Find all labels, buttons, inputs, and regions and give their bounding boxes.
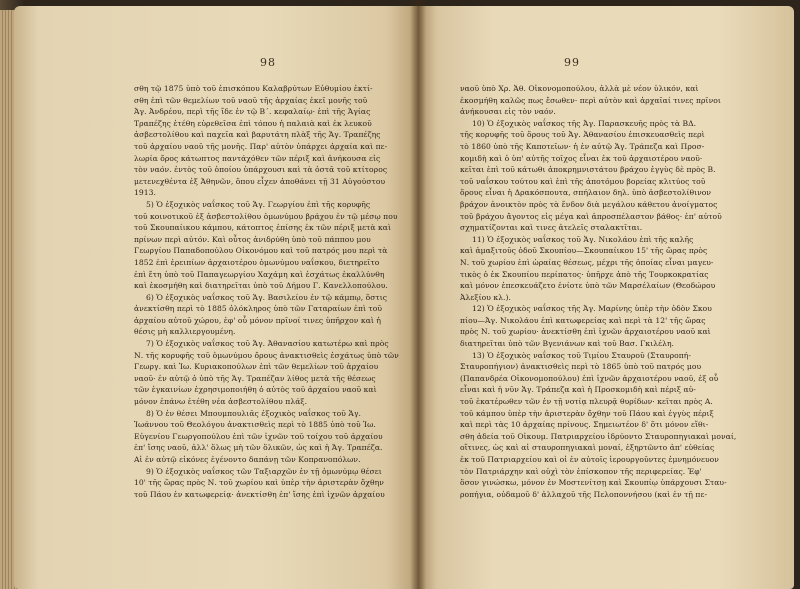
text-line: τὸν ναόν. ἐντὸς τοῦ ὁποίου ὑπάρχουσι καὶ τὰ ὀστᾶ τοῦ κτίτορος — [134, 165, 388, 175]
text-line: Ἁγ. Ἀνδρέου, περὶ τῆς ἴδε ἐν τῷ Β΄. κεφαλαίῳ· ἐπὶ τῆς Ἁγίας — [134, 107, 371, 117]
page-number-right: 99 — [564, 56, 580, 69]
text-line: εἶναι καὶ ἡ νῦν Ἁγ. Τράπεζα καὶ ἡ Προσκομιδὴ καὶ πέριξ αὐ- — [460, 385, 696, 395]
text-line: σθη ἀδεία τοῦ Οἰκουμ. Πατριαρχείου ἱδρύοντο Σταυροπηγιακαὶ μοναί, — [460, 431, 737, 441]
text-line: τῆς κορυφῆς τοῦ ὄρους τοῦ Ἁγ. Ἀθανασίου ἐπισκευασθεὶς περὶ — [460, 130, 705, 140]
text-line: τοῦ κάμπου ὑπὲρ τὴν ἀριστερὰν ὄχθην τοῦ Πάου καὶ ἐγγὺς πέριξ — [460, 408, 714, 418]
page-number-left: 98 — [260, 56, 276, 69]
text-line: πρίνων περὶ αὐτόν. Καὶ οὗτος ἀνιδρύθη ὑπὸ τοῦ πάππου μου — [134, 234, 371, 244]
text-line: τῶν ἐγκαινίων ἐχρησιμοποιήθη ὁ αὐτὸς τοῦ ἀρχαίου ναοῦ καὶ — [134, 385, 377, 395]
text-line: 5) Ὁ ἐξοχικὸς ναΐσκος τοῦ Ἁγ. Γεωργίου ἐπὶ τῆς κορυφῆς — [146, 199, 371, 209]
text-line: τοῦ κοινοτικοῦ ἐξ ἀσβεστολίθου ὁμωνύμου βράχου ἐν τῷ μέσῳ που — [134, 211, 398, 221]
text-line: μετενεχθέντα ἐξ Ἀθηνῶν, ὅπου εἶχεν ἀποθάνει τῇ 31 Αὐγούστου — [134, 176, 386, 186]
text-line: 13) Ὁ ἐξοχικὸς ναΐσκος τοῦ Τιμίου Σταυροῦ (Σταυροπή- — [472, 350, 692, 360]
text-line: Τραπέζης ἐτέθη εὑρεθεῖσα ἐπὶ τόπου ἡ παλαιὰ καὶ ἐκ λευκοῦ — [134, 118, 372, 128]
text-line: 10' τῆς ὥρας πρὸς Ν. τοῦ χωρίου καὶ ὑπὲρ τὴν ἀριστερὰν ὄχθην — [134, 478, 384, 488]
text-line: καὶ ἐκοσμήθη καὶ διατηρεῖται ὑπὸ τοῦ Δήμου Γ. Κανελλοπούλου. — [134, 281, 388, 291]
text-line: θέσις μὴ καλλιεργουμένη. — [134, 327, 236, 337]
left-page-text — [134, 83, 402, 500]
text-line: ναοῦ· ἐν αὐτῷ ὁ ὑπὸ τῆς Ἁγ. Τραπέζαν λίθος μετὰ τῆς θέσεως — [134, 373, 376, 383]
text-line: 11) Ὁ ἐξοχικὸς ναΐσκος τοῦ Ἁγ. Νικολάου ἐπὶ τῆς καλῆς — [472, 234, 694, 244]
text-line: βράχον ἀνοικτὸν πρὸς τὰ ἔνδον διὰ μεγάλου κάθετου ἀνοίγματος — [460, 199, 718, 209]
text-line: Ἀλεξίου κλ.). — [460, 292, 511, 302]
text-line: (Παπανδρέα Οἰκονομοπούλου) ἐπὶ ἰχνῶν ἀρχαιοτέρου ναοῦ, ἐξ οὗ — [460, 373, 719, 383]
right-page — [418, 6, 794, 589]
text-line: Ν. τοῦ χωρίου ἐπὶ ὡραίας θέσεως, μέχρι τῆς ὁποίας εἶναι μαγευ- — [460, 257, 714, 267]
text-line: Εὐγενίου Γεωργοπούλου ἐπὶ τῶν ἰχνῶν τοῦ τοίχου τοῦ ἀρχαίου — [134, 431, 383, 441]
text-line: Ν. τῆς κορυφῆς τοῦ ὁμωνύμου ὄρους ἀνακτισθεὶς ἐσχάτως ὑπὸ τῶν — [134, 350, 399, 360]
text-line: 1852 ἐπὶ ἐρειπίων ἀρχαιοτέρου ὁμωνύμου ναΐσκου, διετηρεῖτο — [134, 257, 380, 267]
text-line: διατηρεῖται ὑπὸ τῶν Βγενιάνων καὶ τοῦ Βασ. Γκιλέλη. — [460, 339, 675, 349]
text-line: Γεωργίου Παπαδοπούλου Οἰκονόμου καὶ τοῦ πατρός μου περὶ τὰ — [134, 246, 388, 256]
text-line: τοῦ βράχου ἄγοντος εἰς μέγα καὶ ἀπροσπέλαστον βάθος· ἐπ' αὐτοῦ — [460, 211, 722, 221]
text-line: σχηματίζονται καὶ τινες ἀτελεῖς σταλακτῖται. — [460, 223, 643, 233]
text-line: 9) Ὁ ἐξοχικὸς ναΐσκος τῶν Ταξιαρχῶν ἐν τῇ ὁμωνύμῳ θέσει — [146, 466, 382, 476]
text-line: μόνον ἐπάνω ἐτέθη νέα ἀσβεστολίθου πλάξ. — [134, 397, 308, 407]
text-line: σθη ἐπὶ τῶν θεμελίων τοῦ ναοῦ τῆς ἀρχαίας ἐκεῖ μονῆς τοῦ — [134, 95, 368, 105]
text-line: 10) Ὁ ἐξοχικὸς ναΐσκος τῆς Ἁγ. Παρασκευῆς πρὸς τὰ ΒΔ. — [472, 118, 697, 128]
text-line: τοῦ ναΐσκου τούτου καὶ ἐπὶ τῆς ἀποτόμου βορείας κλιτύος τοῦ — [460, 176, 706, 186]
text-line: καὶ μόνον ἐπεσκευάζετο ἐνίοτε ὑπὸ τῶν Μαρσέλαίων (Θεοδώρου — [460, 281, 716, 291]
text-line: τὸ 1860 ὑπὸ τῆς Καποτεῖων· ἡ ἐν αὐτῷ Ἁγ. Τράπεζα καὶ Προσ- — [460, 141, 705, 151]
text-line: τικὸς ὁ ἐκ Σκουπίου περίπατος· ὑπῆρχε ἀπὸ τῆς Τουρκοκρατίας — [460, 269, 709, 279]
text-line: τὸν Πατριάρχην καὶ οὐχὶ τὸν ἐπίσκοπον τῆς περιφερείας. Ἐφ' — [460, 466, 702, 476]
text-line: ἐκ τοῦ Πατριαρχείου καὶ οἱ ἐν αὐτοῖς ἱερουργοῦντες ἐμνημόνευον — [460, 455, 719, 464]
text-line: 7) Ὁ ἐξοχικὸς ναΐσκος τοῦ Ἁγ. Ἀθανασίου κατωτέρω καὶ πρὸς — [146, 339, 389, 349]
text-line: Γεωργ. καὶ Ἰω. Κυριακοπούλων ἐπὶ τῶν θεμελίων τοῦ ἀρχαίου — [134, 362, 379, 372]
right-page-text — [460, 83, 756, 500]
text-line: 8) Ὁ ἐν θέσει Μπουμπουλιᾶς ἐξοχικὸς ναΐσκος τοῦ Ἁγ. — [146, 408, 361, 418]
text-line: πίου—Ἁγ. Νικολάου ἐπὶ κατωφερείας καὶ περὶ τὰ 12' τῆς ὥρας — [460, 315, 706, 325]
text-line: Αἱ ἐν αὐτῷ εἰκόνες ἐγένοντο δαπάνῃ τῶν Κοπρανοπόλων. — [134, 455, 361, 464]
text-line: 12) Ὁ ἐξοχικὸς ναΐσκος τῆς Ἁγ. Μαρίνης ὑπὲρ τὴν ὁδὸν Σκου — [472, 304, 712, 314]
text-line: καὶ περὶ τὰς 10 ἀρχαίας πρίνους. Σημειωτέον δ' ὅτι μόνον εἴθι- — [460, 420, 709, 430]
text-line: ἀνεκτίσθη περὶ τὸ 1885 ὁλόκληρος ὑπὸ τῶν Γαταραίων ἐπὶ τοῦ — [134, 304, 383, 314]
text-line: κομιδὴ καὶ ὁ ὑπ' αὐτῆς τοῖχος εἶναι ἐκ τοῦ ἀρχαιοτέρου ναοῦ· — [460, 153, 703, 163]
text-line: 1913. — [134, 188, 156, 198]
left-page — [14, 6, 418, 589]
text-line: ὄρους εἶναι ἡ Δρακόσπουτα, σπήλαιον δηλ. ὑπὸ ἀσβεστολίθινον — [460, 188, 712, 198]
text-line: τοῦ ἀρχαίου ναοῦ τῆς μονῆς. Παρ' αὐτὸν ὑπάρχει ἀρχαία καὶ πε- — [134, 141, 388, 151]
text-line: οἵτινες, ὡς καὶ αἱ σταυροπηγιακαὶ μοναί, ἐξηρτῶντο ἀπ' εὐθείας — [460, 443, 715, 453]
text-line: ὅσον γινώσκω, μόνον ἐν Μοστενίτσῃ καὶ Σκουπίῳ ὑπάρχουσι Σταυ- — [460, 478, 727, 488]
text-line: σθη τῷ 1875 ὑπὸ τοῦ ἐπισκόπου Καλαβρύτων Εὐθυμίου ἐκτί- — [134, 84, 373, 93]
text-line: ἀνήκουσαι εἰς τὸν ναόν. — [460, 107, 556, 117]
text-line: Ἰωάννου τοῦ Θεολόγου ἀνακτισθεὶς περὶ τὸ 1885 ὑπὸ τοῦ Ἰω. — [134, 420, 376, 430]
text-line: τοῦ Πάου ἐν κατωφερείᾳ· ἀνεκτίσθη ἐπ' ἴσης ἐπὶ ἰχνῶν ἀρχαίου — [134, 489, 385, 499]
text-line: ροπήγια, οὐδαμοῦ δ' ἀλλαχοῦ τῆς Πελοποννήσου (καὶ ἐν τῇ πε- — [460, 489, 708, 499]
text-line: Σταυροπήγιον) ἀνακτισθεὶς περὶ τὸ 1865 ὑπὸ τοῦ πατρός μου — [460, 362, 702, 372]
text-line: λωρία ὄρος κάτωπτος παντάχόθεν τῶν πέριξ καὶ ἀνήκουσα εἰς — [134, 153, 381, 163]
text-line: ἐπ' ἴσης ναοῦ, ἀλλ' ὅλως μὴ τῶν ὅλικῶν, ὡς καὶ ἡ Ἁγ. Τραπέζα. — [134, 443, 383, 453]
text-line: κεῖται ἐπὶ τοῦ κάτωθι ἀποκρημνιστάτου βράχου ἐγγὺς δὲ πρὸς Β. — [460, 165, 716, 175]
text-line: ἀσβεστολίθου καὶ παχεῖα καὶ βαρυτάτη πλὰξ τῆς Ἁγ. Τραπέζης — [134, 130, 381, 140]
text-line: πρὸς Ν. τοῦ χωρίου· ἀνεκτίσθη ἐπὶ ἰχνῶν ἀρχαιοτέρου ναοῦ καὶ — [460, 327, 711, 337]
text-line: καὶ ἁμαξιτοῦς ὁδοῦ Σκουπίου—Σκουπαίικου 15' τῆς ὥρας πρὸς — [460, 246, 708, 256]
text-line: ἐπὶ ἔτη ὑπὸ τοῦ Παπαγεωργίου Χαχάμη καὶ ἐσχάτως ἐκαλλύνθη — [134, 269, 385, 279]
text-line: τοῦ ἑκατέρωθεν τῶν ἐν τῇ νοτίᾳ πλευρᾷ θυρίδων· κεῖται πρὸς Α. — [460, 397, 713, 407]
text-line: ἀρχαίου αὐτοῦ χώρου, ἐφ' οὗ μόνον πρῖνοί τινες ὑπῆρχον καὶ ἡ — [134, 315, 381, 325]
text-line: 6) Ὁ ἐξοχικὸς ναΐσκος τοῦ Ἁγ. Βασιλείου ἐν τῷ κάμπῳ, ὅστις — [146, 292, 388, 302]
text-line: ναοῦ ὑπὸ Χρ. Ἀθ. Οἰκονομοπούλου, ἀλλὰ μὲ νέον ὑλικόν, καὶ — [460, 84, 699, 93]
text-line: τοῦ Σκουπαίικου κάμπου, κάτοπτος ἐπίσης ἐκ τῶν πέριξ μετὰ καὶ — [134, 223, 391, 233]
text-line: ἐκοσμήθη καλῶς πως ἔσωθεν· περὶ αὐτὸν καὶ ἀρχαῖαί τινες πρῖνοι — [460, 95, 721, 105]
